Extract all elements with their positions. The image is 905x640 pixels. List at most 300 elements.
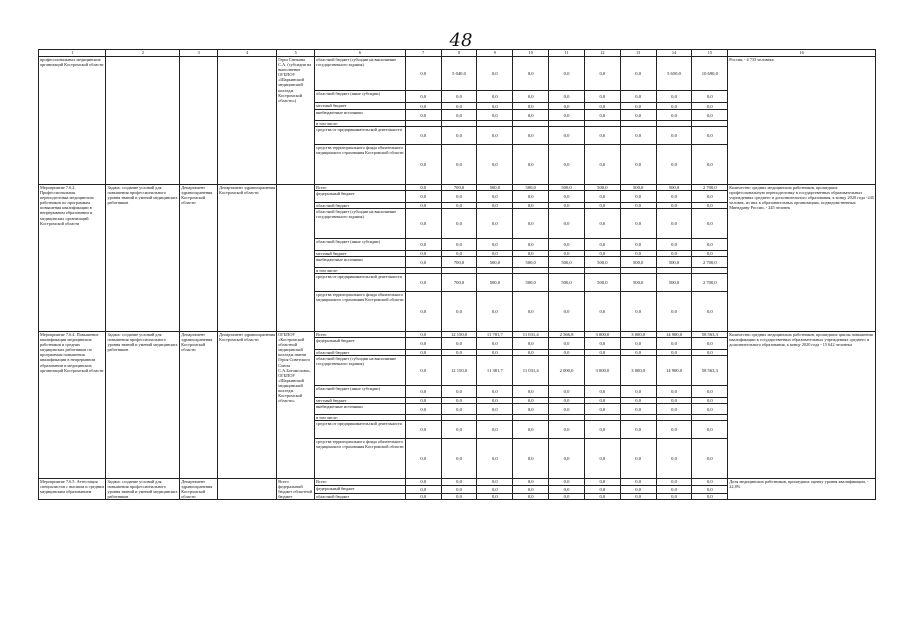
executor-cell: Департамент здравоохранения Костромской области [180,479,218,500]
amount-cell: 0,0 [620,493,656,500]
amount-cell: 0,0 [584,103,620,110]
amount-cell: 0,0 [692,386,728,398]
amount-cell: 0,0 [477,479,513,486]
amount-cell: 0,0 [656,479,692,486]
funding-source-cell: областной бюджет [315,350,406,356]
amount-cell: 0,0 [549,191,585,203]
funding-source-cell: федеральный бюджет [315,338,406,350]
amount-cell: 500,0 [584,274,620,292]
amount-cell: 0,0 [477,110,513,121]
amount-cell: 2 700,0 [692,257,728,268]
amount-cell: 0,0 [584,485,620,493]
amount-cell: 0,0 [620,203,656,209]
amount-cell: 0,0 [477,338,513,350]
amount-cell: 0,0 [441,191,477,203]
amount-cell: 0,0 [477,421,513,439]
amount-cell: 700,0 [441,257,477,268]
amount-cell: 0,0 [692,110,728,121]
amount-cell: 12 150,0 [441,332,477,338]
amount-cell: 0,0 [549,404,585,415]
amount-cell: 0,0 [584,239,620,251]
column-header: 5 [277,50,315,57]
funding-source-cell: внебюджетные источники [315,110,406,121]
amount-cell: 500,0 [656,185,692,191]
activity-name-cell: Мероприятие 7.6.2. Профессиональная переподготовка медицинских работников по программам повышения квалификации в непрерывном образовании и медицинских организаций Костромской области [39,185,106,332]
funding-source-cell: Всего [315,185,406,191]
budget-table-sheet [38,49,876,597]
amount-cell: 0,0 [441,493,477,500]
funding-source-cell: Всего [315,479,406,486]
participant-cell: Департамент здравоохранения Костромской области [218,332,277,479]
amount-cell: 0,0 [441,145,477,185]
amount-cell: 500,0 [584,185,620,191]
funding-source-cell: внебюджетные источники [315,404,406,415]
amount-cell: 0,0 [620,209,656,239]
table-row [39,332,876,338]
amount-cell: 0,0 [549,479,585,486]
amount-cell: 0,0 [441,110,477,121]
funding-source-cell: в том числе: [315,121,406,127]
amount-cell: 0,0 [692,485,728,493]
funding-source-cell: средства территориального фонда обязательного медицинского страхования Костромской области [315,439,406,479]
amount-cell: 0,0 [584,292,620,332]
amount-cell: 0,0 [477,191,513,203]
amount-cell: 0,0 [405,185,441,191]
amount-cell: 0,0 [656,91,692,103]
amount-cell: 0,0 [405,493,441,500]
amount-cell: 0,0 [620,386,656,398]
column-header: 7 [405,50,441,57]
amount-cell: 0,0 [477,404,513,415]
amount-cell: 0,0 [513,57,549,91]
column-header: 14 [656,50,692,57]
amount-cell: 0,0 [549,91,585,103]
column-header: 8 [441,50,477,57]
column-header: 2 [106,50,180,57]
amount-cell: 0,0 [441,421,477,439]
amount-cell: 0,0 [656,103,692,110]
amount-cell: 0,0 [477,386,513,398]
amount-cell: 11 031,4 [513,356,549,386]
amount-cell: 0,0 [405,91,441,103]
amount-cell: 0,0 [441,127,477,145]
amount-cell: 0,0 [656,421,692,439]
amount-cell: 0,0 [549,350,585,356]
amount-cell: 0,0 [584,421,620,439]
task-cell: Задача: создание условий для повышения профессионального уровня знаний и умений медицинских работников [106,185,180,332]
amount-cell: 0,0 [513,292,549,332]
amount-cell: 11 381,7 [477,356,513,386]
amount-cell: 0,0 [620,439,656,479]
amount-cell: 0,0 [549,493,585,500]
amount-cell: 0,0 [405,110,441,121]
amount-cell: 0,0 [405,356,441,386]
amount-cell: 5 650,0 [656,57,692,91]
amount-cell: 0,0 [513,404,549,415]
amount-cell: 0,0 [692,127,728,145]
amount-cell: 0,0 [656,191,692,203]
amount-cell: 0,0 [549,398,585,404]
amount-cell: 0,0 [584,398,620,404]
funding-source-cell: средства территориального фонда обязательного медицинского страхования Костромской области [315,145,406,185]
amount-cell: 0,0 [441,350,477,356]
task-cell: Задача: создание условий для повышения профессионального уровня знаний и умений медицинских работников [106,332,180,479]
amount-cell: 2 566,8 [549,332,585,338]
amount-cell: 0,0 [584,493,620,500]
amount-cell: 0,0 [620,239,656,251]
amount-cell: 0,0 [513,439,549,479]
amount-cell: 5 040,0 [441,57,477,91]
amount-cell: 0,0 [405,332,441,338]
amount-cell: 3 000,0 [620,332,656,338]
amount-cell: 0,0 [549,386,585,398]
amount-cell: 0,0 [549,338,585,350]
amount-cell: 500,0 [549,257,585,268]
amount-cell: 700,0 [441,274,477,292]
amount-cell: 0,0 [692,145,728,185]
amount-cell: 0,0 [513,338,549,350]
amount-cell: 0,0 [692,191,728,203]
column-number-row [39,50,876,57]
amount-cell: 0,0 [584,338,620,350]
amount-cell: 0,0 [441,103,477,110]
table-row [39,479,876,486]
amount-cell: 0,0 [692,292,728,332]
funding-source-cell: средства территориального фонда обязательного медицинского страхования Костромской области [315,292,406,332]
amount-cell: 0,0 [692,203,728,209]
performer-cell: Герш Снежана С.А. (субсидии на выполнение ОГБПОУ «Шарьинский медицинский колледж Костромской области») [277,57,315,185]
amount-cell: 0,0 [477,398,513,404]
amount-cell: 0,0 [513,386,549,398]
amount-cell: 0,0 [441,479,477,486]
amount-cell: 0,0 [477,209,513,239]
table-row [39,185,876,191]
amount-cell: 0,0 [584,110,620,121]
amount-cell: 0,0 [405,338,441,350]
amount-cell: 0,0 [441,292,477,332]
amount-cell: 0,0 [549,145,585,185]
executor-cell: Департамент здравоохранения Костромской области [180,185,218,332]
amount-cell: 0,0 [549,421,585,439]
amount-cell: 700,0 [441,185,477,191]
amount-cell: 0,0 [584,404,620,415]
amount-cell: 0,0 [405,145,441,185]
amount-cell: 0,0 [441,209,477,239]
amount-cell: 0,0 [441,404,477,415]
amount-cell: 0,0 [405,274,441,292]
amount-cell: 0,0 [405,439,441,479]
column-header: 15 [692,50,728,57]
amount-cell: 0,0 [513,421,549,439]
funding-source-cell: областной бюджет (субсидии на выполнение государственного задания) [315,57,406,91]
amount-cell: 500,0 [620,274,656,292]
amount-cell: 0,0 [513,493,549,500]
amount-cell: 0,0 [513,398,549,404]
amount-cell: 0,0 [584,57,620,91]
amount-cell: 0,0 [620,191,656,203]
amount-cell: 0,0 [584,439,620,479]
result-cell: Количество средних медицинских работников, прошедших циклы повышения квалификации в государственных образовательных учреждениях среднего и дополнительного образования, к концу 2020 года - 15 642 человека [728,332,876,479]
amount-cell: 0,0 [477,91,513,103]
amount-cell: 0,0 [513,191,549,203]
amount-cell: 0,0 [549,485,585,493]
amount-cell: 0,0 [692,251,728,257]
amount-cell: 0,0 [441,398,477,404]
funding-source-cell: областной бюджет [315,493,406,500]
funding-source-cell: областной бюджет (субсидии на выполнение государственного задания) [315,356,406,386]
amount-cell: 0,0 [513,485,549,493]
amount-cell: 0,0 [620,479,656,486]
amount-cell: 0,0 [620,91,656,103]
column-header: 16 [728,50,876,57]
amount-cell: 0,0 [513,239,549,251]
amount-cell: 500,0 [549,274,585,292]
amount-cell: 0,0 [656,338,692,350]
amount-cell: 0,0 [620,404,656,415]
amount-cell: 0,0 [692,439,728,479]
amount-cell: 0,0 [477,203,513,209]
amount-cell: 0,0 [441,485,477,493]
amount-cell: 500,0 [549,185,585,191]
amount-cell: 0,0 [477,57,513,91]
funding-source-cell: областной бюджет [315,203,406,209]
amount-cell: 0,0 [692,91,728,103]
amount-cell: 500,0 [656,274,692,292]
column-header: 11 [549,50,585,57]
activity-name-cell: Мероприятие 7.6.5. Аттестация специалистов с высшим и средним медицинским образованием [39,479,106,500]
amount-cell: 0,0 [549,239,585,251]
funding-source-cell: средства от предпринимательской деятельности [315,274,406,292]
amount-cell: 0,0 [513,127,549,145]
amount-cell: 0,0 [620,292,656,332]
amount-cell: 0,0 [692,338,728,350]
funding-source-cell: областной бюджет (иные субсидии) [315,91,406,103]
amount-cell: 58 563,3 [692,332,728,338]
task-cell [106,57,180,185]
performer-cell: ОГБПОУ «Костромской областной медицинский колледж имени Героя Советского Союза С.А.Богомолова», ОГБПОУ «Шарьинский медицинский колледж Костромской области» [277,332,315,479]
amount-cell: 0,0 [656,251,692,257]
result-cell: Доля медицинских работников, прошедших оценку уровня квалификации, - 22,8% [728,479,876,500]
amount-cell: 0,0 [620,251,656,257]
column-header: 3 [180,50,218,57]
amount-cell: 0,0 [405,350,441,356]
amount-cell: 0,0 [692,350,728,356]
amount-cell: 10 690,0 [692,57,728,91]
amount-cell: 0,0 [656,404,692,415]
amount-cell: 0,0 [405,404,441,415]
amount-cell: 0,0 [692,103,728,110]
amount-cell: 0,0 [405,191,441,203]
amount-cell: 0,0 [405,57,441,91]
amount-cell: 500,0 [477,274,513,292]
amount-cell: 0,0 [513,479,549,486]
amount-cell: 0,0 [549,57,585,91]
column-header: 13 [620,50,656,57]
amount-cell: 11 031,4 [513,332,549,338]
amount-cell: 0,0 [477,127,513,145]
table-row [39,57,876,91]
amount-cell: 58 563,3 [692,356,728,386]
amount-cell: 0,0 [584,145,620,185]
amount-cell: 0,0 [656,292,692,332]
amount-cell: 0,0 [656,209,692,239]
executor-cell [180,57,218,185]
amount-cell: 0,0 [405,127,441,145]
amount-cell: 0,0 [441,91,477,103]
amount-cell: 0,0 [477,103,513,110]
amount-cell: 500,0 [477,257,513,268]
amount-cell: 0,0 [656,127,692,145]
amount-cell: 0,0 [405,386,441,398]
amount-cell: 0,0 [513,91,549,103]
performer-cell [277,185,315,332]
funding-source-cell: средства от предпринимательской деятельности [315,127,406,145]
column-header: 10 [513,50,549,57]
amount-cell: 0,0 [656,203,692,209]
amount-cell: 0,0 [584,127,620,145]
amount-cell: 0,0 [692,421,728,439]
amount-cell: 0,0 [656,110,692,121]
amount-cell: 0,0 [584,251,620,257]
amount-cell: 0,0 [477,350,513,356]
amount-cell: 0,0 [405,239,441,251]
amount-cell: 0,0 [656,493,692,500]
result-cell: Россия, - 4 733 человека [728,57,876,185]
column-header: 9 [477,50,513,57]
column-header: 4 [218,50,277,57]
funding-source-cell: областной бюджет (субсидии на выполнение государственного задания) [315,209,406,239]
amount-cell: 0,0 [477,251,513,257]
amount-cell: 500,0 [513,257,549,268]
amount-cell: 0,0 [441,203,477,209]
funding-source-cell: федеральный бюджет [315,191,406,203]
amount-cell: 0,0 [656,439,692,479]
amount-cell: 12 150,0 [441,356,477,386]
amount-cell: 0,0 [441,439,477,479]
table-body [39,57,876,500]
amount-cell: 0,0 [441,251,477,257]
amount-cell: 0,0 [477,292,513,332]
funding-source-cell: местный бюджет [315,103,406,110]
amount-cell: 500,0 [477,185,513,191]
amount-cell: 500,0 [513,185,549,191]
amount-cell: 0,0 [405,103,441,110]
performer-cell: Всего федеральный бюджет областной бюджет [277,479,315,500]
amount-cell: 500,0 [620,185,656,191]
budget-table [38,49,876,500]
amount-cell: 0,0 [620,421,656,439]
participant-cell: Департамент здравоохранения Костромской области [218,185,277,332]
amount-cell: 0,0 [513,110,549,121]
amount-cell: 2 000,0 [549,356,585,386]
amount-cell: 0,0 [441,239,477,251]
funding-source-cell: областной бюджет (иные субсидии) [315,239,406,251]
amount-cell: 0,0 [692,479,728,486]
amount-cell: 0,0 [513,251,549,257]
amount-cell: 0,0 [405,398,441,404]
amount-cell: 0,0 [513,103,549,110]
amount-cell: 0,0 [477,493,513,500]
amount-cell: 0,0 [549,439,585,479]
amount-cell: 0,0 [477,485,513,493]
amount-cell: 0,0 [584,91,620,103]
amount-cell: 2 700,0 [692,274,728,292]
participant-cell [218,479,277,500]
amount-cell: 0,0 [692,398,728,404]
amount-cell: 0,0 [620,398,656,404]
funding-source-cell: областной бюджет (иные субсидии) [315,386,406,398]
amount-cell: 0,0 [656,239,692,251]
amount-cell: 0,0 [549,203,585,209]
amount-cell: 0,0 [584,350,620,356]
amount-cell: 0,0 [513,203,549,209]
amount-cell: 0,0 [405,209,441,239]
amount-cell: 0,0 [584,479,620,486]
funding-source-cell: Всего [315,332,406,338]
amount-cell: 0,0 [549,110,585,121]
amount-cell: 0,0 [692,493,728,500]
amount-cell: 0,0 [549,127,585,145]
amount-cell: 500,0 [620,257,656,268]
funding-source-cell: в том числе: [315,268,406,274]
amount-cell: 0,0 [692,209,728,239]
participant-cell [218,57,277,185]
funding-source-cell: местный бюджет [315,398,406,404]
amount-cell: 0,0 [620,485,656,493]
amount-cell: 0,0 [513,145,549,185]
amount-cell: 0,0 [513,350,549,356]
funding-source-cell: внебюджетные источники [315,257,406,268]
amount-cell: 0,0 [441,386,477,398]
amount-cell: 0,0 [405,203,441,209]
funding-source-cell: в том числе: [315,415,406,421]
amount-cell: 0,0 [549,251,585,257]
amount-cell: 0,0 [692,239,728,251]
amount-cell: 0,0 [549,103,585,110]
amount-cell: 11 781,7 [477,332,513,338]
amount-cell: 14 900,0 [656,356,692,386]
amount-cell: 2 700,0 [692,185,728,191]
amount-cell: 0,0 [584,203,620,209]
amount-cell: 3 000,0 [584,356,620,386]
amount-cell: 0,0 [620,103,656,110]
amount-cell: 3 000,0 [620,356,656,386]
column-header: 1 [39,50,106,57]
amount-cell: 0,0 [620,338,656,350]
funding-source-cell: федеральный бюджет [315,485,406,493]
executor-cell: Департамент здравоохранения Костромской области [180,332,218,479]
result-cell: Количество средних медицинских работников, прошедших профессиональную переподготовку в государственных образовательных учреждениях среднего и дополнительного образования, к концу 2020 года -245 человек, из них в образовательных организациях, подведомственных Минздраву России, - 245 человек [728,185,876,332]
amount-cell: 0,0 [584,209,620,239]
activity-name-cell: профессиональных медицинских организаций Костромской области [39,57,106,185]
amount-cell: 0,0 [656,386,692,398]
amount-cell: 0,0 [656,485,692,493]
amount-cell: 500,0 [513,274,549,292]
page-number: 48 [449,30,473,51]
amount-cell: 0,0 [549,209,585,239]
amount-cell: 0,0 [405,292,441,332]
amount-cell: 3 000,0 [584,332,620,338]
amount-cell: 0,0 [656,398,692,404]
amount-cell: 0,0 [620,350,656,356]
amount-cell: 0,0 [405,251,441,257]
amount-cell: 0,0 [620,145,656,185]
amount-cell: 14 900,0 [656,332,692,338]
funding-source-cell: средства от предпринимательской деятельности [315,421,406,439]
amount-cell: 0,0 [441,338,477,350]
amount-cell: 0,0 [477,439,513,479]
amount-cell: 0,0 [477,239,513,251]
